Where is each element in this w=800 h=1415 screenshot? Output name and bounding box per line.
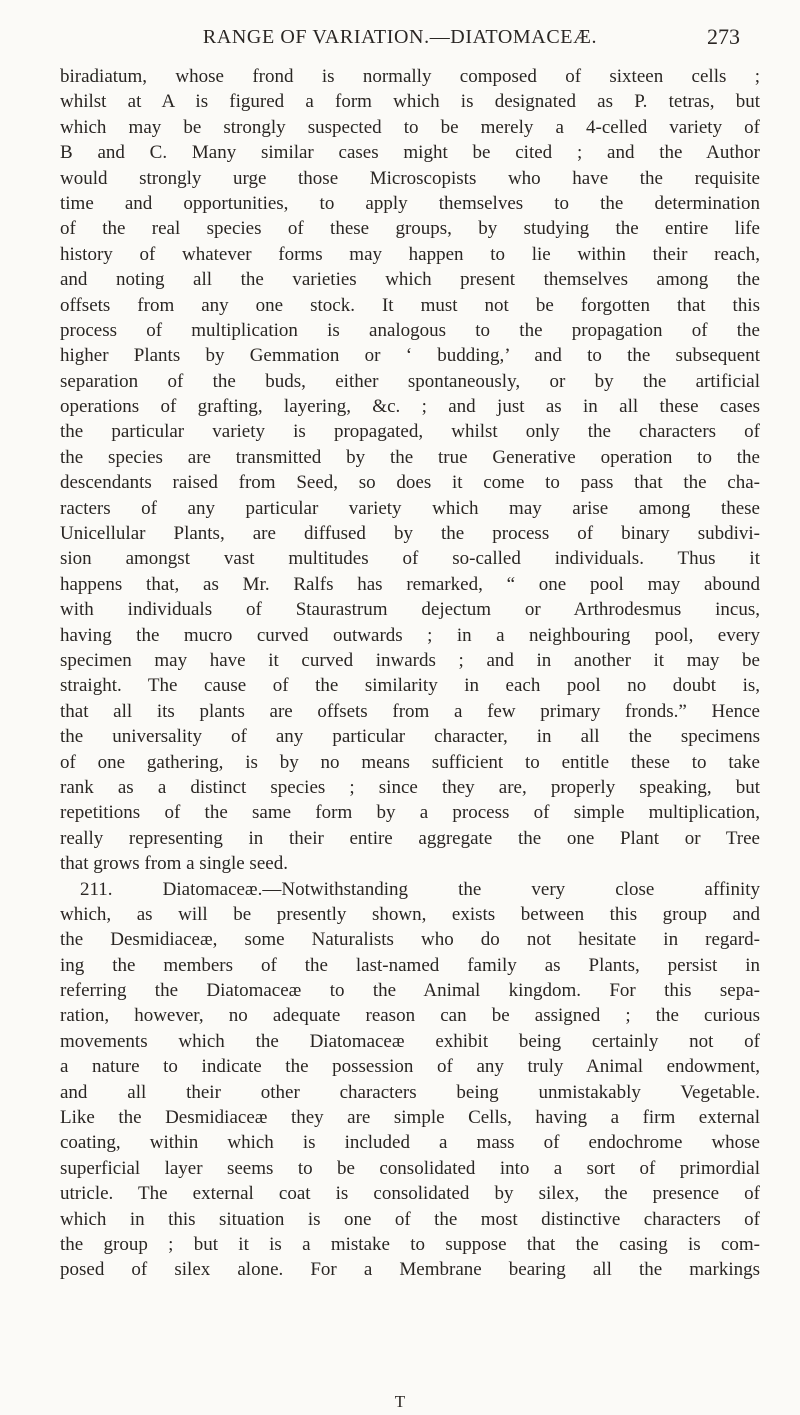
text-line: with individuals of Staurastrum dejectum or Arthrodesmus incus, [60,599,760,621]
text-line: history of whatever forms may happen to lie within their reach, [60,243,760,265]
text-line: would strongly urge those Microscopists who have the requisite [60,167,760,189]
text-line: rank as a distinct species ; since they are, properly speaking, but [60,776,760,798]
signature-mark: T [394,1392,406,1411]
text-line: repetitions of the same form by a process of simple multiplication, [60,802,760,824]
text-line: that grows from a single seed. [60,853,288,875]
text-line: the group ; but it is a mistake to suppose that the casing is com- [60,1233,760,1255]
text-line: Like the Desmidiaceæ they are simple Cells, having a firm external [60,1107,760,1129]
text-line: racters of any particular variety which may arise among these [60,497,760,519]
text-line: referring the Diatomaceæ to the Animal kingdom. For this sepa- [60,980,760,1002]
text-line: which may be strongly suspected to be merely a 4-celled variety of [60,116,760,138]
text-line: the particular variety is propagated, whilst only the characters of [60,421,760,443]
text-line: whilst at A is figured a form which is designated as P. tetras, but [60,91,760,113]
body-text [60,64,760,1283]
page-header [0,18,800,54]
text-line: utricle. The external coat is consolidated by silex, the presence of [60,1183,760,1205]
text-line: movements which the Diatomaceæ exhibit being certainly not of [60,1030,760,1052]
text-line: a nature to indicate the possession of any truly Animal endowment, [60,1056,760,1078]
text-line: and noting all the varieties which present themselves among the [60,269,760,291]
text-line: specimen may have it curved inwards ; and in another it may be [60,649,760,671]
text-line: B and C. Many similar cases might be cited ; and the Author [60,142,760,164]
text-line: really representing in their entire aggregate the one Plant or Tree [60,827,760,849]
text-line: separation of the buds, either spontaneously, or by the artificial [60,370,760,392]
text-line: straight. The cause of the similarity in each pool no doubt is, [60,675,760,697]
text-line: higher Plants by Gemmation or ‘ budding,’ and to the subsequent [60,345,760,367]
section-heading-line: 211. Diatomaceæ.—Notwithstanding the very close affinity [80,878,760,900]
text-line: coating, within which is included a mass of endochrome whose [60,1132,760,1154]
text-line: and all their other characters being unmistakably Vegetable. [60,1081,760,1103]
text-line: the species are transmitted by the true Generative operation to the [60,446,760,468]
text-line: process of multiplication is analogous to the propagation of the [60,319,760,341]
text-line: time and opportunities, to apply themselves to the determination [60,192,760,214]
text-line: ration, however, no adequate reason can be assigned ; the curious [60,1005,760,1027]
text-line: superficial layer seems to be consolidated into a sort of primordial [60,1157,760,1179]
text-line: operations of grafting, layering, &c. ; and just as in all these cases [60,396,760,418]
page-number: 273 [707,24,740,49]
text-line: of one gathering, is by no means sufficient to entitle these to take [60,751,760,773]
text-line: of the real species of these groups, by studying the entire life [60,218,760,240]
text-line: ing the members of the last-named family as Plants, persist in [60,954,760,976]
text-line: happens that, as Mr. Ralfs has remarked, “ one pool may abound [60,573,760,595]
text-line: which, as will be presently shown, exists between this group and [60,903,760,925]
text-line: biradiatum, whose frond is normally composed of sixteen cells ; [60,66,760,87]
text-line: descendants raised from Seed, so does it come to pass that the cha- [60,472,760,494]
text-line: which in this situation is one of the most distinctive characters of [60,1208,760,1230]
text-line: that all its plants are offsets from a few primary fronds.” Hence [60,700,760,722]
text-line: offsets from any one stock. It must not be forgotten that this [60,294,760,316]
running-head: RANGE OF VARIATION.—DIATOMACEÆ. [202,26,598,48]
text-line: Unicellular Plants, are diffused by the process of binary subdivi- [60,523,760,545]
text-line: having the mucro curved outwards ; in a neighbouring pool, every [60,624,760,646]
text-line: posed of silex alone. For a Membrane bearing all the markings [60,1259,760,1281]
text-line: the Desmidiaceæ, some Naturalists who do not hesitate in regard- [60,929,760,951]
text-line: sion amongst vast multitudes of so-called individuals. Thus it [60,548,760,570]
text-line: the universality of any particular character, in all the specimens [60,726,760,748]
